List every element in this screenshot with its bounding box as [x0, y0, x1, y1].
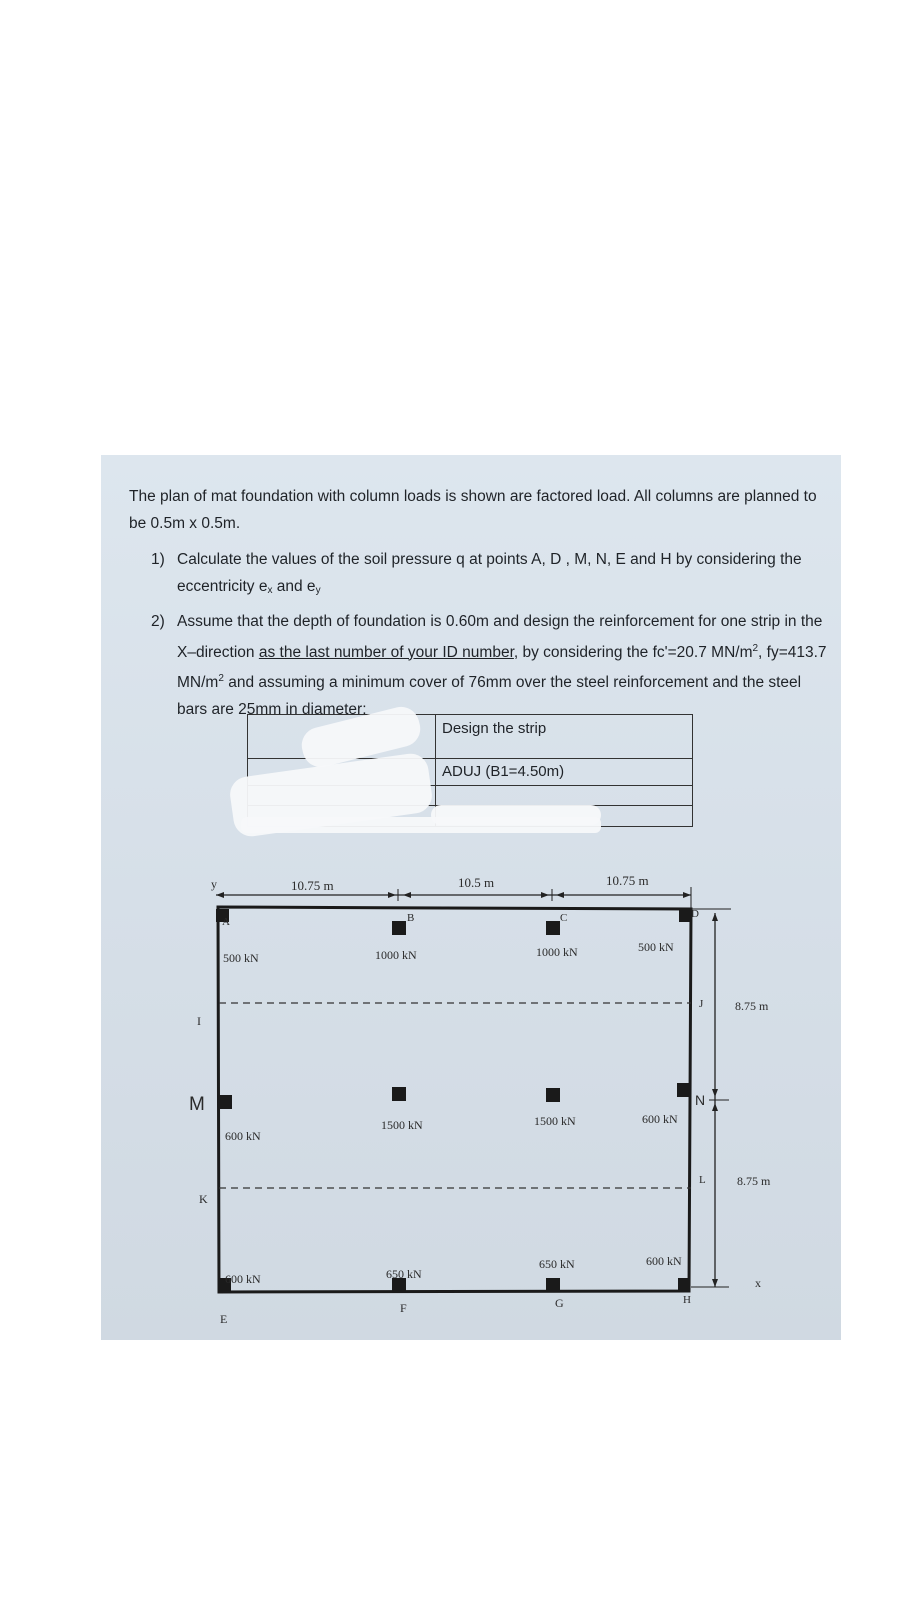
column-g [546, 1278, 560, 1292]
question-2-number: 2) [151, 613, 165, 630]
mat-outline [218, 907, 691, 1292]
arrowhead [712, 1103, 718, 1111]
label-e: E [220, 1312, 228, 1326]
label-i: I [197, 1014, 201, 1028]
arrowhead [683, 892, 691, 898]
load-n: 600 kN [642, 1112, 678, 1126]
question-1 [151, 547, 827, 604]
question-1-and: and e [272, 577, 316, 595]
dim-top-2: 10.5 m [458, 875, 495, 890]
label-j: J [699, 998, 704, 1010]
label-m: M [189, 1094, 205, 1115]
fc-unit-superscript: 2 [752, 642, 759, 654]
column-c [546, 921, 560, 935]
label-g: G [555, 1296, 564, 1310]
column-b [392, 921, 406, 935]
label-k: K [199, 1192, 208, 1206]
arrowhead [556, 892, 564, 898]
ey-subscript: y [315, 584, 321, 596]
label-f: F [400, 1301, 407, 1315]
dim-right-2: 8.75 m [737, 1174, 771, 1188]
label-n: N [695, 1092, 706, 1108]
dim-top-3: 10.75 m [606, 873, 649, 888]
question-1-text: Calculate the values of the soil pressure q at points A, D , M, N, E and H by considering the eccentricity e [177, 551, 802, 595]
load-m: 600 kN [225, 1129, 261, 1143]
redaction-mark [241, 817, 601, 833]
load-h: 600 kN [646, 1254, 682, 1268]
column-n [677, 1083, 691, 1097]
ex-subscript: x [267, 584, 273, 596]
label-d: D [691, 908, 699, 920]
question-2-part1: Assume that the depth of foundation is 0.60m and design the reinforcement for one strip in the X–direction [177, 613, 823, 661]
question-2-part4: and assuming a minimum cover of 76mm over the steel reinforcement and the steel bars are 25mm in diameter: [177, 674, 802, 718]
arrowhead [388, 892, 396, 898]
arrowhead [712, 1089, 718, 1097]
column-m [219, 1095, 232, 1109]
mat-foundation-plan [101, 865, 841, 1335]
label-a: A [222, 916, 230, 928]
column-c2 [546, 1088, 560, 1102]
label-b: B [407, 912, 415, 924]
paper-sheet [101, 455, 841, 1340]
question-2-part3: , fy=413.7 MN/m [177, 643, 827, 691]
arrowhead [712, 1279, 718, 1287]
load-a: 500 kN [223, 951, 259, 965]
column-d [679, 909, 691, 922]
column-b2 [392, 1087, 406, 1101]
load-g: 650 kN [539, 1257, 575, 1271]
dim-right-1: 8.75 m [735, 999, 769, 1013]
arrowhead [712, 913, 718, 921]
load-b: 1000 kN [375, 948, 417, 962]
load-d: 500 kN [638, 940, 674, 954]
table-row-strip: ADUJ (B1=4.50m) [442, 763, 565, 780]
question-2-part2: , by considering the fc'=20.7 MN/m [513, 643, 753, 661]
question-2 [151, 609, 827, 723]
problem-intro: The plan of mat foundation with column loads is shown are factored load. All columns are planned to be 0.5m x 0.5m. [129, 488, 817, 532]
load-c2: 1500 kN [534, 1114, 576, 1128]
axis-x-label: x [755, 1276, 761, 1290]
load-e: 600 kN [225, 1272, 261, 1286]
load-f: 650 kN [386, 1267, 422, 1281]
fy-unit-superscript: 2 [218, 673, 224, 684]
dim-top-1: 10.75 m [291, 878, 334, 893]
arrowhead [403, 892, 411, 898]
load-b2: 1500 kN [381, 1118, 423, 1132]
label-c: C [560, 912, 568, 924]
label-l: L [699, 1174, 706, 1186]
question-list [151, 547, 827, 723]
arrowhead [216, 892, 224, 898]
axis-y-label: y [211, 877, 217, 891]
label-h: H [683, 1294, 691, 1306]
arrowhead [541, 892, 549, 898]
column-h [678, 1278, 690, 1292]
question-2-underlined: as the last number of your ID number [258, 643, 514, 661]
table-header: Design the strip [442, 720, 547, 737]
question-1-number: 1) [151, 551, 165, 568]
load-c: 1000 kN [536, 945, 578, 959]
